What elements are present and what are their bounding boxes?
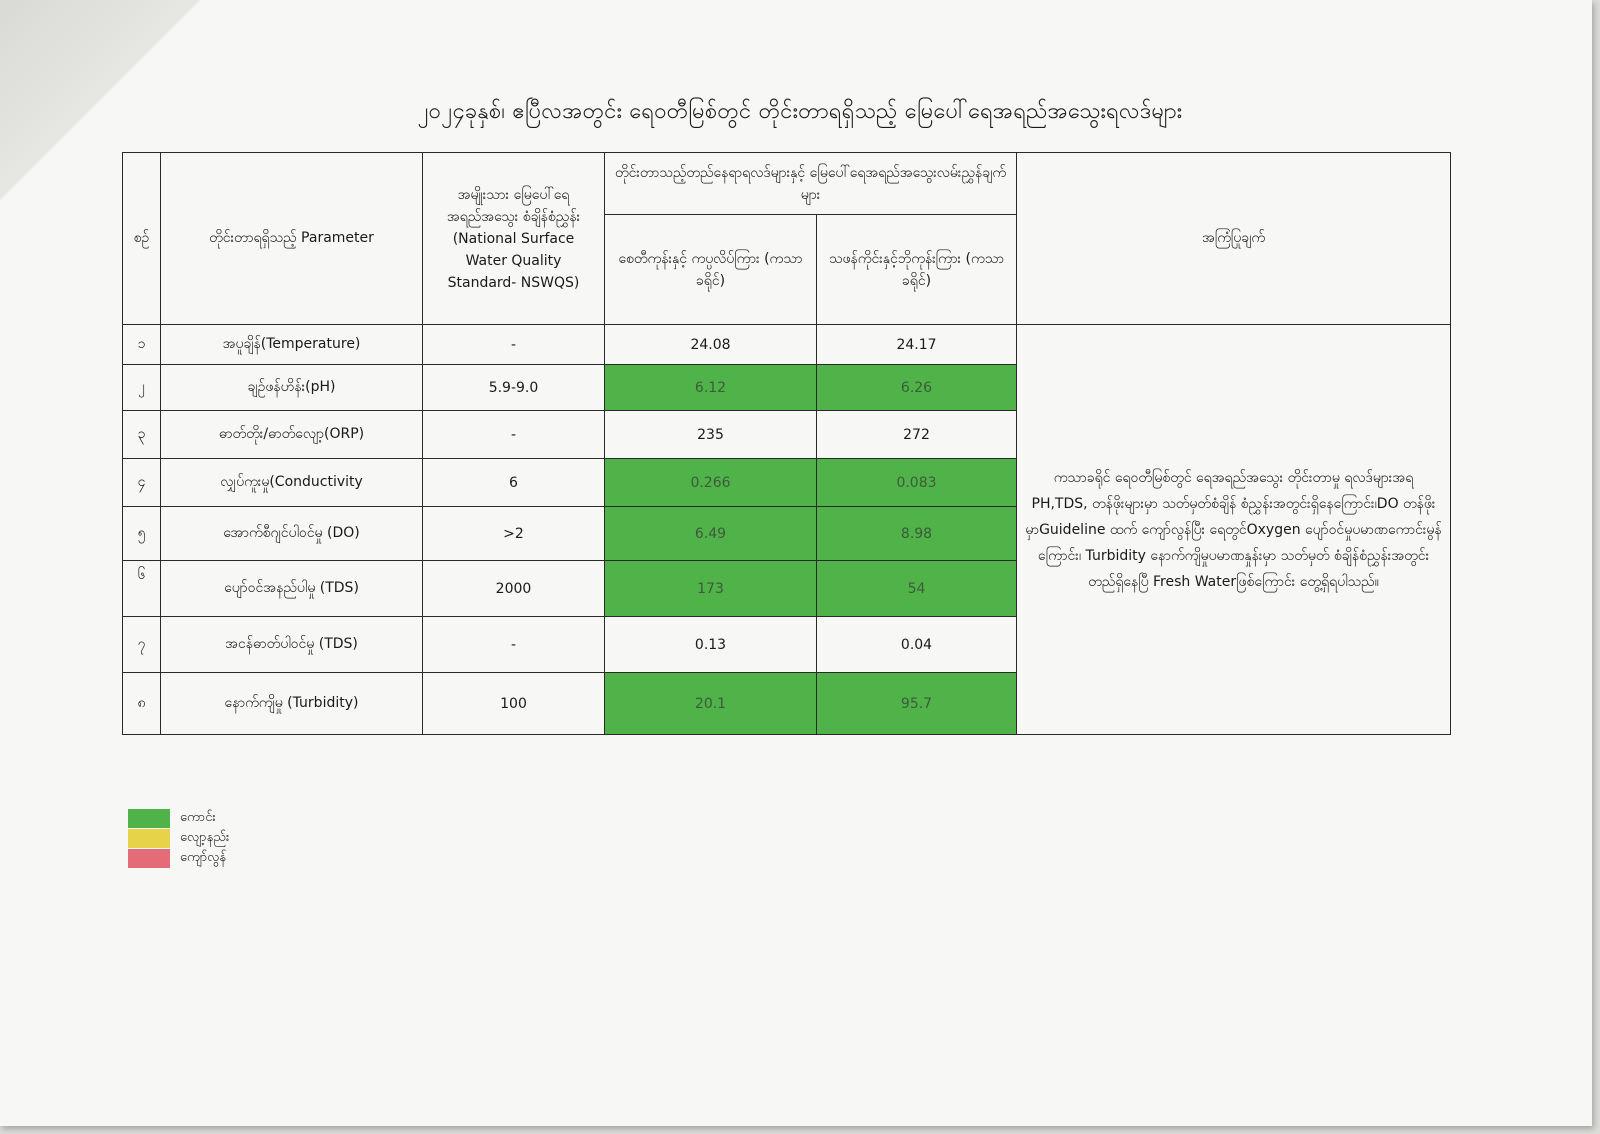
header-parameter: တိုင်းတာရရှိသည့် Parameter — [161, 153, 423, 325]
row-site1: 6.49 — [605, 507, 817, 561]
legend-label-exceed: ကျော်လွန် — [180, 849, 227, 865]
row-parameter: လျှပ်ကူးမှု(Conductivity — [161, 459, 423, 507]
row-no: ၆ — [123, 561, 161, 617]
row-standard: - — [423, 617, 605, 673]
row-site1: 6.12 — [605, 365, 817, 411]
remarks-text: ကသာခရိုင် ရေဝတီမြစ်တွင် ရေအရည်အသွေး တိုင်းတာမှု ရလဒ်များအရ PH,TDS, တန်ဖိုးများမှာ သတ်မှတ်စံချိန် စံညွှန်းအတွင်းရှိနေကြောင်း၊DO တန်ဖိုးမှာGuideline ထက် ကျော်လွန်ပြီး ရေတွင်Oxygen ပျော်ဝင်မှုပမာဏကောင်းမွန် ကြောင်း၊ Turbidity နောက်ကျိမှုပမာဏနှုန်းမှာ သတ်မှတ် စံချိန်စံညွှန်းအတွင်း တည်ရှိနေပြီ Fresh Waterဖြစ်ကြောင်း တွေ့ရှိရပါသည်။ — [1017, 325, 1451, 735]
legend — [128, 808, 229, 868]
row-site1: 235 — [605, 411, 817, 459]
row-no: ၈ — [123, 673, 161, 735]
water-quality-table — [122, 152, 1451, 735]
header-standard: အမျိုးသား မြေပေါ်ရေ အရည်အသွေး စံချိန်စံညွှန်း (National Surface Water Quality Standard- NSWQS) — [423, 153, 605, 325]
header-no: စဉ် — [123, 153, 161, 325]
page-title: ၂၀၂၄ခုနှစ်၊ ဧပြီလအတွင်း ရေဝတီမြစ်တွင် တိုင်းတာရရှိသည့် မြေပေါ်ရေအရည်အသွေးရလဒ်များ — [417, 99, 1183, 124]
row-site2: 8.98 — [817, 507, 1017, 561]
legend-item-low — [128, 828, 229, 848]
header-site2: သဖန်ကိုင်းနှင့်ဘိုကုန်းကြား (ကသာခရိုင်) — [817, 215, 1017, 325]
row-site2: 95.7 — [817, 673, 1017, 735]
legend-item-exceed — [128, 848, 229, 868]
row-standard: - — [423, 411, 605, 459]
legend-swatch-low — [128, 829, 170, 848]
row-parameter: ဓာတ်တိုး/ဓာတ်လျော့(ORP) — [161, 411, 423, 459]
row-site1: 0.13 — [605, 617, 817, 673]
header-remarks: အကြံပြုချက် — [1017, 153, 1451, 325]
row-site1: 173 — [605, 561, 817, 617]
row-site2: 0.04 — [817, 617, 1017, 673]
table-row — [123, 325, 1451, 365]
row-parameter: ပျော်ဝင်အနည်ပါမှု (TDS) — [161, 561, 423, 617]
header-sites-group: တိုင်းတာသည့်တည်နေရာရလဒ်များနှင့် မြေပေါ်ရေအရည်အသွေးလမ်းညွှန်ချက်များ — [605, 153, 1017, 215]
row-site1: 20.1 — [605, 673, 817, 735]
legend-label-good: ကောင်း — [180, 809, 216, 825]
row-no: ၁ — [123, 325, 161, 365]
legend-item-good — [128, 808, 229, 828]
row-parameter: အောက်စီဂျင်ပါဝင်မှု (DO) — [161, 507, 423, 561]
row-no: ၃ — [123, 411, 161, 459]
row-site1: 0.266 — [605, 459, 817, 507]
legend-swatch-good — [128, 809, 170, 828]
row-parameter: အငန်ဓာတ်ပါဝင်မှု (TDS) — [161, 617, 423, 673]
row-site2: 54 — [817, 561, 1017, 617]
row-site2: 6.26 — [817, 365, 1017, 411]
legend-swatch-exceed — [128, 849, 170, 868]
legend-label-low: လျော့နည်း — [180, 829, 230, 845]
row-parameter: အပူချိန်(Temperature) — [161, 325, 423, 365]
row-site2: 272 — [817, 411, 1017, 459]
row-standard: 2000 — [423, 561, 605, 617]
row-standard: >2 — [423, 507, 605, 561]
row-standard: - — [423, 325, 605, 365]
row-standard: 6 — [423, 459, 605, 507]
row-no: ၂ — [123, 365, 161, 411]
row-site2: 0.083 — [817, 459, 1017, 507]
row-no: ၇ — [123, 617, 161, 673]
row-no: ၄ — [123, 459, 161, 507]
row-standard: 100 — [423, 673, 605, 735]
row-no: ၅ — [123, 507, 161, 561]
header-site1: စေတီကုန်းနှင့် ကပ္ပလိပ်ကြား (ကသာခရိုင်) — [605, 215, 817, 325]
row-parameter: ချဉ်ဖန်ဟိန်း(pH) — [161, 365, 423, 411]
row-standard: 5.9-9.0 — [423, 365, 605, 411]
row-site1: 24.08 — [605, 325, 817, 365]
row-site2: 24.17 — [817, 325, 1017, 365]
row-parameter: နောက်ကျိမှု (Turbidity) — [161, 673, 423, 735]
